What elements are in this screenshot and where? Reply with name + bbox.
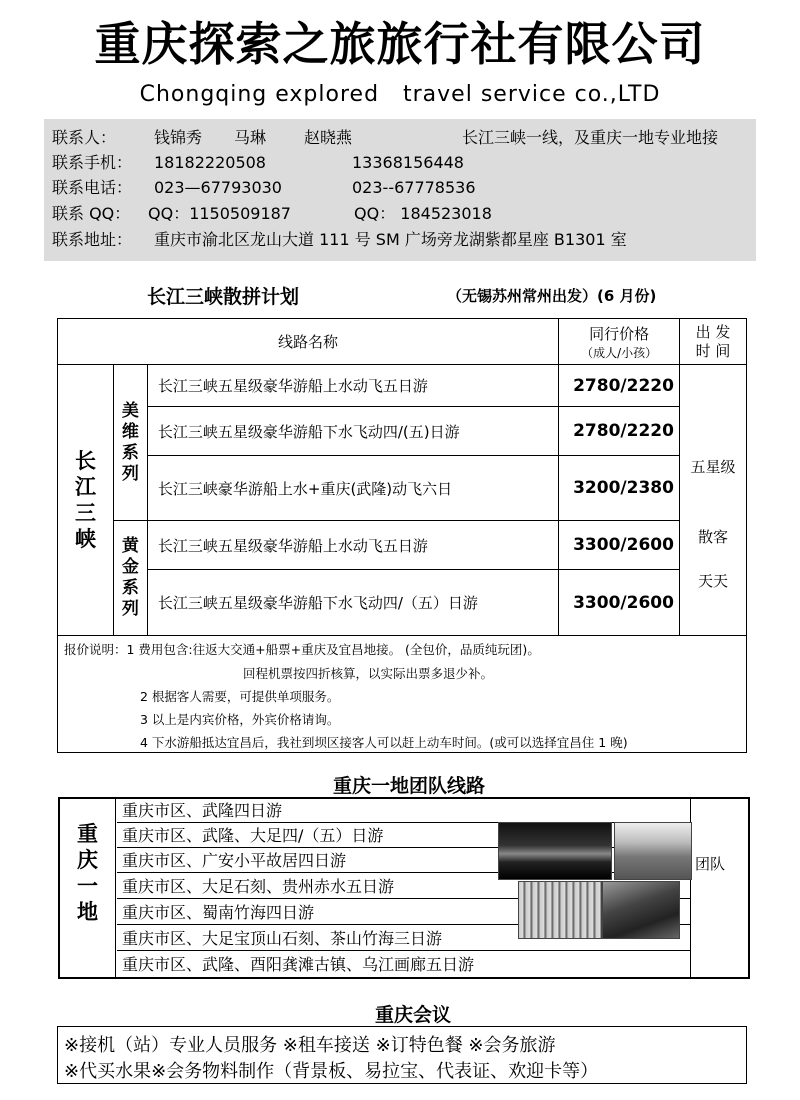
business-scope: 长江三峡一线，及重庆一地专业地接 xyxy=(462,128,719,147)
depart-type: 散客 xyxy=(698,528,729,546)
cq-route-row: 重庆市区、武隆、大足四/（五）日游 xyxy=(117,824,691,848)
depart-cell xyxy=(680,365,747,636)
contact-person-2: 马琳 xyxy=(234,128,267,147)
chongqing-table xyxy=(58,797,750,979)
company-title: 重庆探索之旅旅行社有限公司 xyxy=(94,17,706,71)
depart-frequency: 天天 xyxy=(698,572,729,590)
gorge-photo xyxy=(602,881,680,939)
note-line: 3 以上是内宾价格，外宾价格请询。 xyxy=(140,712,340,727)
contact-panel xyxy=(44,119,756,261)
cq-route-row: 重庆市区、武隆四日游 xyxy=(117,799,691,823)
cq-type-cell xyxy=(690,799,749,977)
cq-type: 团队 xyxy=(695,855,726,873)
price-notes xyxy=(57,634,747,753)
note-line: 4 下水游船抵达宜昌后，我社到坝区接客人可以赶上动车时间。(或可以选择宜昌住 1 晚) xyxy=(140,735,628,750)
sanxia-table xyxy=(57,318,747,636)
route-row: 长江三峡豪华游船上水+重庆(武隆)动飞六日 xyxy=(147,456,558,521)
qq-1[interactable]: QQ：1150509187 xyxy=(148,204,291,223)
meeting-line-1: ※接机（站）专业人员服务 ※租车接送 ※订特色餐 ※会务旅游 xyxy=(64,1035,556,1056)
sanxia-title: 长江三峡散拼计划 xyxy=(147,286,300,308)
river-landscape-photo xyxy=(614,822,692,880)
note-line: 报价说明：1 费用包含:往返大交通+船票+重庆及宜昌地接。 (全包价，品质纯玩团)。 xyxy=(64,642,540,657)
meeting-title: 重庆会议 xyxy=(375,1004,452,1026)
contact-person-3: 赵晓燕 xyxy=(304,128,353,147)
phone-1[interactable]: 023—67793030 xyxy=(154,178,282,197)
cq-route-row: 重庆市区、广安小平故居四日游 xyxy=(117,849,691,873)
route-price: 2780/2220 xyxy=(559,407,680,456)
cq-route-row: 重庆市区、武隆、酉阳龚滩古镇、乌江画廊五日游 xyxy=(122,955,475,974)
address-label: 联系地址： xyxy=(52,230,133,249)
qq-2[interactable]: QQ： 184523018 xyxy=(354,204,492,223)
region-chongqing: 重 庆 一 地 xyxy=(60,799,116,977)
address-value: 重庆市渝北区龙山大道 111 号 SM 广场旁龙湖紫都星座 B1301 室 xyxy=(154,230,627,249)
note-line: 2 根据客人需要，可提供单项服务。 xyxy=(140,689,340,704)
route-row: 长江三峡五星级豪华游船下水飞动四/(五)日游 xyxy=(147,407,558,456)
company-subtitle: Chongqing explored travel service co.,LTD xyxy=(139,82,661,107)
col-depart-header: 出 发 时 间 xyxy=(680,319,747,365)
contact-person-1: 钱锦秀 xyxy=(154,128,203,147)
route-price: 3300/2600 xyxy=(559,521,680,570)
mobile-label: 联系手机： xyxy=(52,153,133,172)
qq-label: 联系 QQ： xyxy=(52,204,131,223)
col-price-title: 同行价格 xyxy=(589,324,650,343)
mobile-2[interactable]: 13368156448 xyxy=(352,153,464,172)
route-price: 3200/2380 xyxy=(559,456,680,521)
phone-2[interactable]: 023--67778536 xyxy=(352,178,476,197)
route-row: 长江三峡五星级豪华游船上水动飞五日游 xyxy=(147,521,558,570)
cq-route-row: 重庆市区、蜀南竹海四日游 xyxy=(117,901,691,925)
cq-route-row: 重庆市区、大足石刻、贵州赤水五日游 xyxy=(117,875,691,899)
col-price-header xyxy=(559,319,680,365)
city-night-photo xyxy=(498,822,612,880)
sanxia-note: （无锡苏州常州出发）(6 月份) xyxy=(447,287,657,305)
route-row: 长江三峡五星级豪华游船上水动飞五日游 xyxy=(147,365,558,407)
series-meiwei: 美 维 系 列 xyxy=(113,365,147,521)
depart-star: 五星级 xyxy=(690,458,736,476)
contact-person-label: 联系人： xyxy=(52,128,117,147)
meeting-services xyxy=(57,1026,747,1084)
phone-label: 联系电话： xyxy=(52,178,133,197)
route-price: 3300/2600 xyxy=(559,570,680,636)
meeting-line-2: ※代买水果※会务物料制作（背景板、易拉宝、代表证、欢迎卡等） xyxy=(64,1061,599,1082)
col-price-sub: （成人/小孩） xyxy=(581,345,658,360)
series-huangjin: 黄 金 系 列 xyxy=(113,521,147,636)
col-route-header: 线路名称 xyxy=(58,319,559,365)
route-price: 2780/2220 xyxy=(559,365,680,407)
note-line: 回程机票按四折核算，以实际出票多退少补。 xyxy=(243,666,494,681)
route-row: 长江三峡五星级豪华游船下水飞动四/（五）日游 xyxy=(147,570,558,636)
cq-route-row: 重庆市区、大足宝顶山石刻、茶山竹海三日游 xyxy=(117,927,691,951)
mobile-1[interactable]: 18182220508 xyxy=(154,153,266,172)
bamboo-forest-photo xyxy=(518,881,602,939)
region-sanxia: 长 江 三 峡 xyxy=(58,365,114,636)
chongqing-title: 重庆一地团队线路 xyxy=(333,775,486,797)
